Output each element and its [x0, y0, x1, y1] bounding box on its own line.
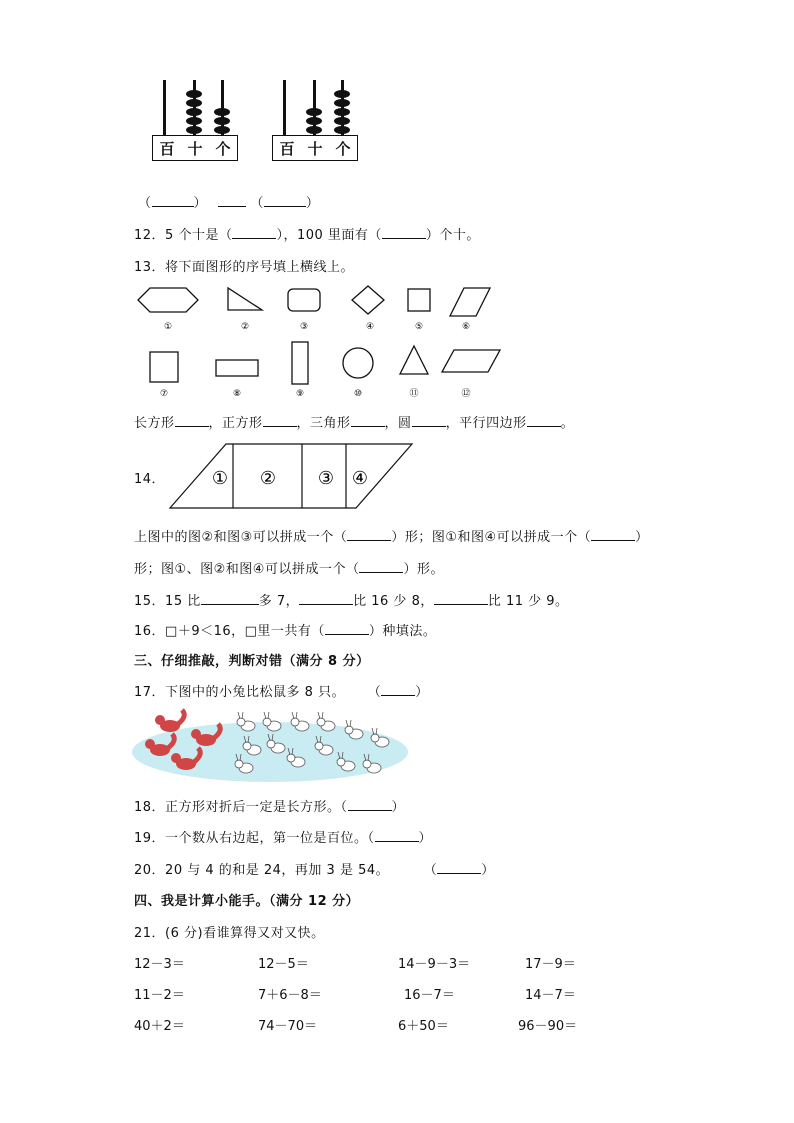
answer-blank[interactable]	[218, 205, 246, 207]
calc-item[interactable]: 12－3＝	[134, 957, 185, 972]
q11-answer-line: （ ） （ ）	[138, 196, 320, 211]
abacus-place-labels	[272, 135, 358, 161]
abacus-bead	[306, 108, 322, 116]
abacus-left	[152, 80, 238, 162]
shape-label-12: ⑫	[461, 389, 471, 399]
calc-item[interactable]: 16－7＝	[404, 988, 455, 1003]
shape-label-5: ⑤	[414, 322, 424, 332]
wide-rectangle-shape	[216, 360, 258, 376]
answer-blank[interactable]	[591, 539, 635, 541]
abacus-bead	[334, 126, 350, 134]
abacus-rod-hundreds	[283, 80, 286, 136]
abacus-label-hundreds: 百	[159, 139, 175, 158]
question-14-line-2: 形；图①、图②和图④可以拼成一个（ ）形。	[134, 562, 444, 577]
shape-label-1: ①	[163, 322, 173, 332]
question-13-title: 13．将下面图形的序号填上横线上。	[134, 260, 355, 275]
abacus-bead	[186, 99, 202, 107]
question-14-number: 14．	[134, 472, 166, 487]
abacus-place-labels	[152, 135, 238, 161]
answer-blank[interactable]	[347, 539, 391, 541]
answer-blank[interactable]	[325, 633, 369, 635]
abacus-bead	[306, 117, 322, 125]
abacus-bead	[334, 90, 350, 98]
shape-label-4: ④	[365, 322, 375, 332]
abacus-bead	[186, 117, 202, 125]
small-square-shape	[408, 289, 430, 311]
hexagon-shape	[138, 288, 198, 312]
question-13-answer: 长方形 ，正方形 ，三角形 ，圆 ，平行四边形 。	[134, 416, 575, 431]
shape-label-6: ⑥	[461, 322, 471, 332]
answer-blank[interactable]	[527, 425, 561, 427]
answer-blank[interactable]	[348, 809, 392, 811]
answer-blank[interactable]	[152, 205, 194, 207]
right-triangle-shape	[228, 288, 262, 310]
section-4-title: 四、我是计算小能手。（满分 12 分）	[134, 894, 360, 909]
shape-label-8: ⑧	[232, 389, 242, 399]
abacus-label-hundreds: 百	[279, 139, 295, 158]
abacus-right	[272, 80, 358, 162]
shape-label-3: ③	[299, 322, 309, 332]
calc-item[interactable]: 12－5＝	[258, 957, 309, 972]
rounded-rectangle-shape	[288, 289, 320, 311]
circle-shape	[343, 348, 373, 378]
abacus-bead	[186, 126, 202, 134]
shapes-row-1	[130, 284, 510, 334]
question-21-title: 21．(6 分)看谁算得又对又快。	[134, 926, 325, 941]
abacus-bead	[214, 126, 230, 134]
section-3-title: 三、仔细推敲，判断对错（满分 8 分）	[134, 654, 370, 669]
shape-label-10: ⑩	[353, 389, 363, 399]
answer-blank[interactable]	[264, 205, 306, 207]
abacus-bead	[334, 99, 350, 107]
answer-blank[interactable]	[201, 603, 259, 605]
shape-label-11: ⑪	[409, 389, 419, 399]
answer-blank[interactable]	[412, 425, 446, 427]
calc-item[interactable]: 96－90＝	[518, 1019, 578, 1034]
calc-item[interactable]: 17－9＝	[525, 957, 576, 972]
shapes-row-2	[130, 340, 510, 400]
calc-item[interactable]: 7＋6－8＝	[258, 988, 322, 1003]
square-shape	[150, 352, 178, 382]
abacus-label-tens: 十	[307, 139, 323, 158]
question-12: 12．5 个十是（ ），100 里面有（ ）个十。	[134, 228, 480, 243]
part-3-label: ③	[317, 468, 335, 489]
answer-blank[interactable]	[375, 840, 419, 842]
answer-blank[interactable]	[351, 425, 385, 427]
part-4-label: ④	[351, 468, 369, 489]
calc-item[interactable]: 11－2＝	[134, 988, 185, 1003]
triangle-shape	[400, 346, 428, 374]
answer-blank[interactable]	[359, 571, 403, 573]
abacus-label-ones: 个	[335, 139, 351, 158]
tall-rectangle-shape	[292, 342, 308, 384]
question-16: 16．□＋9＜16，□里一共有（ ）种填法。	[134, 624, 437, 639]
abacus-bead	[186, 90, 202, 98]
answer-blank[interactable]	[382, 237, 426, 239]
abacus-bead	[186, 108, 202, 116]
shape-label-9: ⑨	[295, 389, 305, 399]
part-1-label: ①	[211, 468, 229, 489]
question-18: 18．正方形对折后一定是长方形。（ ）	[134, 800, 406, 815]
abacus-bead	[214, 108, 230, 116]
answer-blank[interactable]	[437, 872, 481, 874]
answer-blank[interactable]	[299, 603, 353, 605]
abacus-label-tens: 十	[187, 139, 203, 158]
abacus-bead	[306, 126, 322, 134]
squirrel-icon	[155, 710, 184, 732]
shape-label-2: ②	[240, 322, 250, 332]
parallelogram-shape	[450, 288, 490, 316]
answer-blank[interactable]	[381, 694, 415, 696]
question-17: 17．下图中的小兔比松鼠多 8 只。 （ ）	[134, 685, 429, 700]
calc-item[interactable]: 74－70＝	[258, 1019, 318, 1034]
abacus-bead	[334, 117, 350, 125]
calc-item[interactable]: 14－9－3＝	[398, 957, 471, 972]
answer-blank[interactable]	[232, 237, 276, 239]
abacus-bead	[214, 117, 230, 125]
question-20: 20．20 与 4 的和是 24，再加 3 是 54。 （ ）	[134, 863, 495, 878]
wide-parallelogram-shape	[442, 350, 500, 372]
answer-blank[interactable]	[434, 603, 488, 605]
question-14-line-1: 上图中的图②和图③可以拼成一个（ ）形；图①和图④可以拼成一个（ ）	[134, 530, 649, 545]
calc-item[interactable]: 14－7＝	[525, 988, 576, 1003]
shape-label-7: ⑦	[159, 389, 169, 399]
rabbits-squirrels-illustration	[130, 708, 410, 786]
question-19: 19．一个数从右边起，第一位是百位。（ ）	[134, 831, 433, 846]
q14-parallelogram-figure	[168, 442, 418, 512]
answer-blank[interactable]	[175, 425, 209, 427]
abacus-bead	[334, 108, 350, 116]
abacus-rod-hundreds	[163, 80, 166, 136]
diamond-shape	[352, 286, 384, 314]
calc-item[interactable]: 40＋2＝	[134, 1019, 185, 1034]
question-15: 15．15 比 多 7， 比 16 少 8， 比 11 少 9。	[134, 594, 569, 609]
calc-item[interactable]: 6＋50＝	[398, 1019, 449, 1034]
abacus-label-ones: 个	[215, 139, 231, 158]
answer-blank[interactable]	[263, 425, 297, 427]
part-2-label: ②	[259, 468, 277, 489]
